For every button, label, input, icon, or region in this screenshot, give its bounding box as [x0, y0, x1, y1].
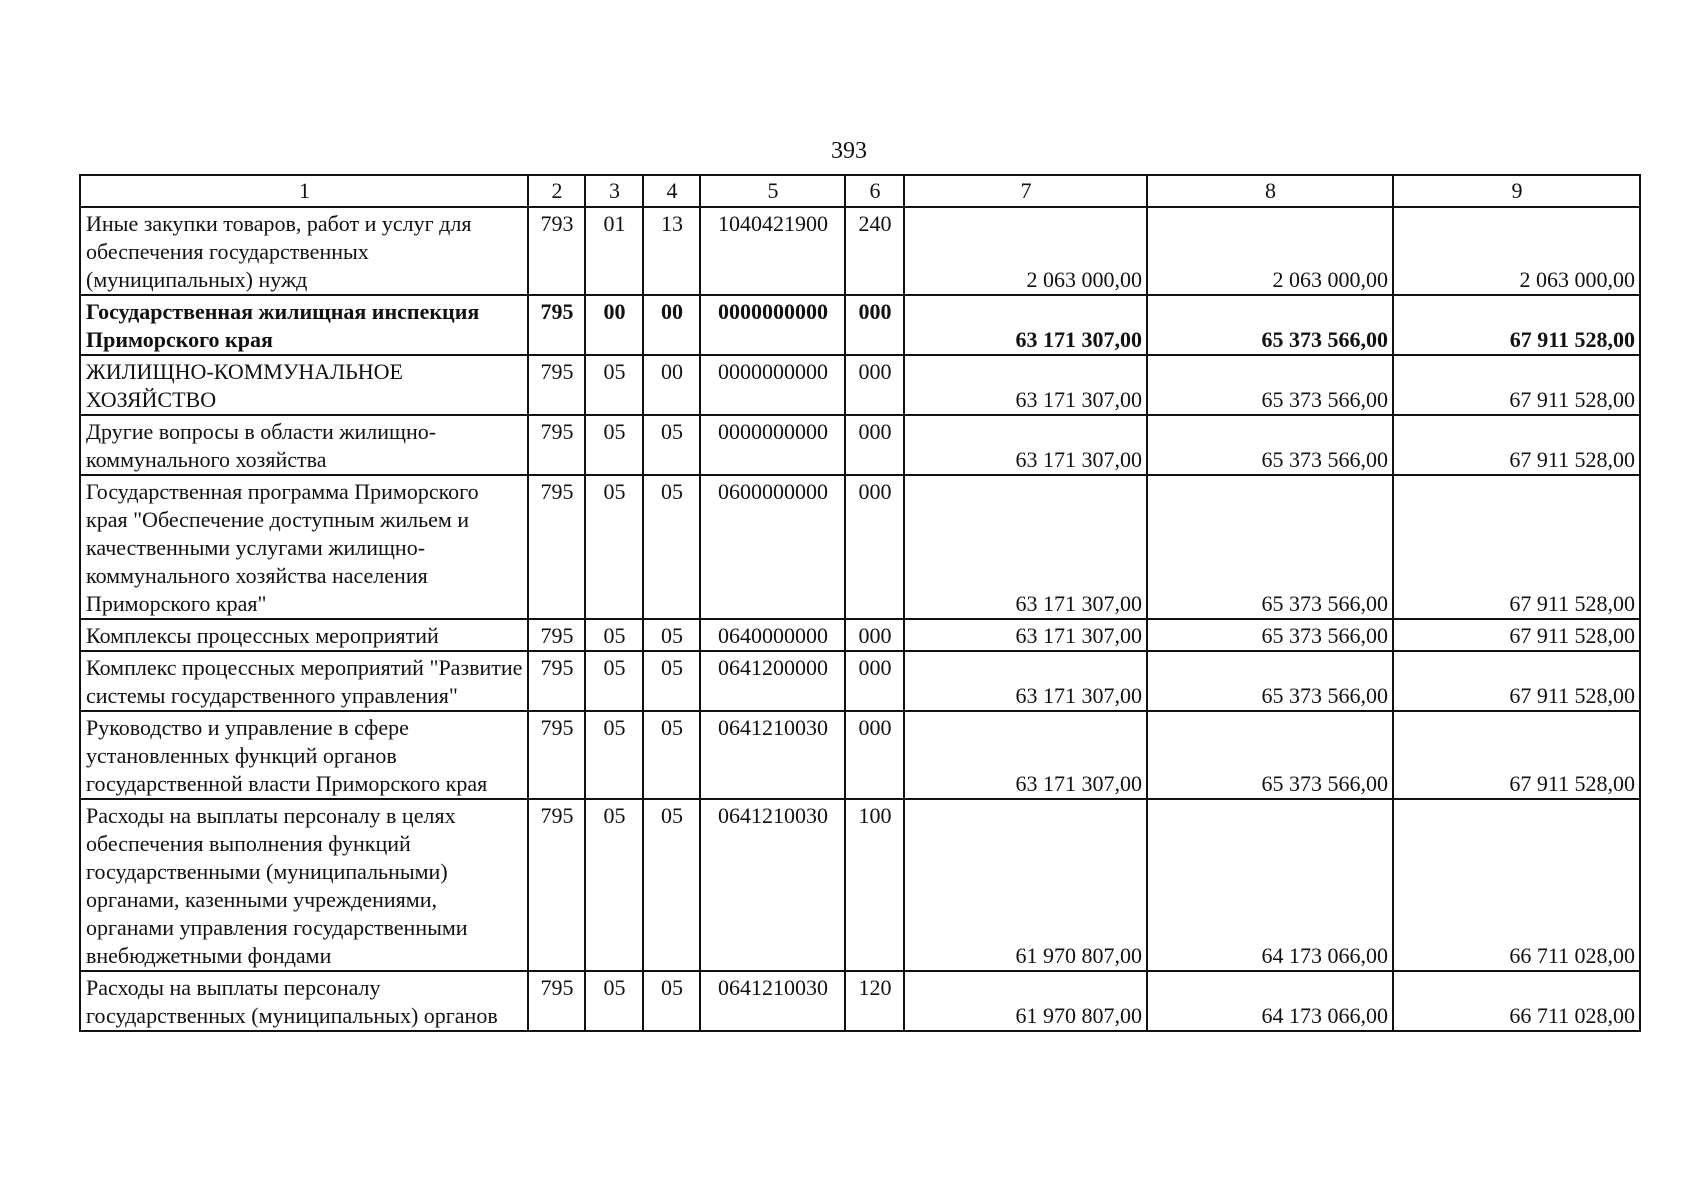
amount-year-2: 65 373 566,00: [1147, 355, 1393, 415]
section-code: 05: [585, 355, 643, 415]
table-row: [80, 295, 1640, 355]
expense-type-code: 000: [845, 475, 904, 619]
expense-type-code: 000: [845, 619, 904, 651]
amount-year-2: 64 173 066,00: [1147, 799, 1393, 971]
row-description: Расходы на выплаты персоналу государственных (муниципальных) органов: [80, 971, 528, 1031]
amount-year-2: 65 373 566,00: [1147, 295, 1393, 355]
amount-year-3: 67 911 528,00: [1393, 711, 1640, 799]
table-row: [80, 651, 1640, 711]
amount-year-3: 67 911 528,00: [1393, 355, 1640, 415]
row-description: Руководство и управление в сфере установленных функций органов государственной власти Приморского края: [80, 711, 528, 799]
admin-code: 795: [528, 295, 585, 355]
table-row: [80, 799, 1640, 971]
amount-year-2: 65 373 566,00: [1147, 651, 1393, 711]
section-code: 05: [585, 475, 643, 619]
subsection-code: 00: [643, 295, 700, 355]
amount-year-2: 65 373 566,00: [1147, 711, 1393, 799]
subsection-code: 13: [643, 207, 700, 295]
admin-code: 795: [528, 355, 585, 415]
amount-year-1: 63 171 307,00: [904, 355, 1147, 415]
column-header: 6: [845, 175, 904, 207]
table-row: [80, 415, 1640, 475]
expense-type-code: 000: [845, 295, 904, 355]
admin-code: 795: [528, 971, 585, 1031]
table-row: [80, 207, 1640, 295]
subsection-code: 05: [643, 711, 700, 799]
table-row: [80, 355, 1640, 415]
target-article-code: 0641200000: [700, 651, 845, 711]
amount-year-1: 2 063 000,00: [904, 207, 1147, 295]
row-description: ЖИЛИЩНО-КОММУНАЛЬНОЕ ХОЗЯЙСТВО: [80, 355, 528, 415]
expense-type-code: 000: [845, 355, 904, 415]
target-article-code: 0000000000: [700, 355, 845, 415]
column-header: 2: [528, 175, 585, 207]
amount-year-3: 67 911 528,00: [1393, 619, 1640, 651]
row-description: Расходы на выплаты персоналу в целях обеспечения выполнения функций государственными (муниципальными) органами, казенными учреждениями, органами управления государственными внебюджетными фондами: [80, 799, 528, 971]
admin-code: 793: [528, 207, 585, 295]
target-article-code: 0641210030: [700, 799, 845, 971]
subsection-code: 05: [643, 971, 700, 1031]
amount-year-3: 67 911 528,00: [1393, 475, 1640, 619]
section-code: 00: [585, 295, 643, 355]
expense-type-code: 120: [845, 971, 904, 1031]
row-description: Иные закупки товаров, работ и услуг для обеспечения государственных (муниципальных) нужд: [80, 207, 528, 295]
amount-year-3: 67 911 528,00: [1393, 295, 1640, 355]
amount-year-1: 63 171 307,00: [904, 711, 1147, 799]
column-header-row: [80, 175, 1640, 207]
amount-year-1: 63 171 307,00: [904, 651, 1147, 711]
section-code: 05: [585, 971, 643, 1031]
amount-year-3: 67 911 528,00: [1393, 415, 1640, 475]
admin-code: 795: [528, 799, 585, 971]
amount-year-2: 2 063 000,00: [1147, 207, 1393, 295]
table-row: [80, 619, 1640, 651]
target-article-code: 0641210030: [700, 711, 845, 799]
amount-year-2: 64 173 066,00: [1147, 971, 1393, 1031]
subsection-code: 05: [643, 651, 700, 711]
target-article-code: 0640000000: [700, 619, 845, 651]
row-description: Другие вопросы в области жилищно-коммунального хозяйства: [80, 415, 528, 475]
section-code: 05: [585, 619, 643, 651]
table-row: [80, 711, 1640, 799]
target-article-code: 0641210030: [700, 971, 845, 1031]
column-header: 5: [700, 175, 845, 207]
expense-type-code: 000: [845, 415, 904, 475]
row-description: Комплексы процессных мероприятий: [80, 619, 528, 651]
amount-year-3: 2 063 000,00: [1393, 207, 1640, 295]
column-header: 9: [1393, 175, 1640, 207]
amount-year-1: 63 171 307,00: [904, 295, 1147, 355]
target-article-code: 1040421900: [700, 207, 845, 295]
subsection-code: 05: [643, 475, 700, 619]
row-description: Государственная программа Приморского края "Обеспечение доступным жильем и качественными услугами жилищно-коммунального хозяйства населения Приморского края": [80, 475, 528, 619]
expense-type-code: 000: [845, 651, 904, 711]
amount-year-3: 66 711 028,00: [1393, 971, 1640, 1031]
target-article-code: 0000000000: [700, 415, 845, 475]
expense-type-code: 000: [845, 711, 904, 799]
expense-type-code: 240: [845, 207, 904, 295]
amount-year-1: 61 970 807,00: [904, 971, 1147, 1031]
section-code: 05: [585, 651, 643, 711]
expense-type-code: 100: [845, 799, 904, 971]
section-code: 01: [585, 207, 643, 295]
column-header: 4: [643, 175, 700, 207]
amount-year-2: 65 373 566,00: [1147, 415, 1393, 475]
table-row: [80, 971, 1640, 1031]
admin-code: 795: [528, 619, 585, 651]
admin-code: 795: [528, 415, 585, 475]
amount-year-1: 61 970 807,00: [904, 799, 1147, 971]
subsection-code: 05: [643, 799, 700, 971]
amount-year-3: 67 911 528,00: [1393, 651, 1640, 711]
subsection-code: 05: [643, 619, 700, 651]
amount-year-2: 65 373 566,00: [1147, 619, 1393, 651]
column-header: 1: [80, 175, 528, 207]
amount-year-1: 63 171 307,00: [904, 475, 1147, 619]
column-header: 3: [585, 175, 643, 207]
row-description: Государственная жилищная инспекция Приморского края: [80, 295, 528, 355]
section-code: 05: [585, 799, 643, 971]
section-code: 05: [585, 711, 643, 799]
column-header: 7: [904, 175, 1147, 207]
admin-code: 795: [528, 711, 585, 799]
amount-year-1: 63 171 307,00: [904, 619, 1147, 651]
admin-code: 795: [528, 475, 585, 619]
amount-year-2: 65 373 566,00: [1147, 475, 1393, 619]
subsection-code: 05: [643, 415, 700, 475]
table-row: [80, 475, 1640, 619]
column-header: 8: [1147, 175, 1393, 207]
row-description: Комплекс процессных мероприятий "Развитие системы государственного управления": [80, 651, 528, 711]
budget-table: [79, 174, 1641, 1032]
amount-year-1: 63 171 307,00: [904, 415, 1147, 475]
amount-year-3: 66 711 028,00: [1393, 799, 1640, 971]
section-code: 05: [585, 415, 643, 475]
target-article-code: 0600000000: [700, 475, 845, 619]
page-number: 393: [831, 138, 867, 164]
admin-code: 795: [528, 651, 585, 711]
subsection-code: 00: [643, 355, 700, 415]
target-article-code: 0000000000: [700, 295, 845, 355]
